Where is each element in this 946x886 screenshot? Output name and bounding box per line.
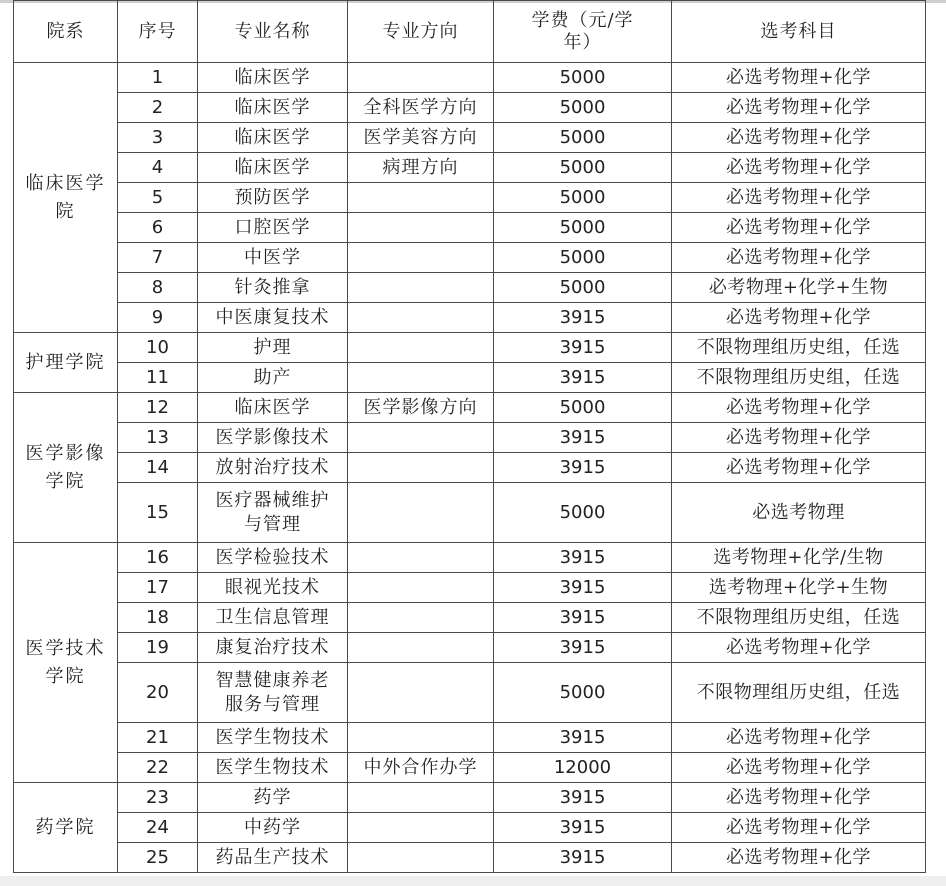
row-number: 17 — [118, 573, 198, 603]
table-row — [14, 333, 926, 363]
major-direction: 全科医学方向 — [348, 93, 494, 123]
major-name: 临床医学 — [198, 153, 348, 183]
major-name: 卫生信息管理 — [198, 603, 348, 633]
tuition-fee: 5000 — [494, 663, 672, 723]
table-row — [14, 63, 926, 93]
major-name: 眼视光技术 — [198, 573, 348, 603]
exam-subjects: 必选考物理+化学 — [672, 753, 926, 783]
major-name: 医学生物技术 — [198, 753, 348, 783]
tuition-fee: 5000 — [494, 93, 672, 123]
tuition-fee: 5000 — [494, 273, 672, 303]
row-number: 6 — [118, 213, 198, 243]
major-direction — [348, 273, 494, 303]
table-row — [14, 663, 926, 723]
row-number: 8 — [118, 273, 198, 303]
exam-subjects: 必选考物理+化学 — [672, 183, 926, 213]
table-row — [14, 273, 926, 303]
row-number: 19 — [118, 633, 198, 663]
row-number: 25 — [118, 843, 198, 873]
major-direction — [348, 213, 494, 243]
table-row — [14, 123, 926, 153]
major-direction — [348, 813, 494, 843]
major-name: 中医康复技术 — [198, 303, 348, 333]
row-number: 18 — [118, 603, 198, 633]
row-number: 12 — [118, 393, 198, 423]
table-row — [14, 603, 926, 633]
row-number: 2 — [118, 93, 198, 123]
row-number: 1 — [118, 63, 198, 93]
header-major: 专业名称 — [198, 1, 348, 63]
exam-subjects: 必选考物理+化学 — [672, 63, 926, 93]
major-direction — [348, 363, 494, 393]
tuition-fee: 3915 — [494, 783, 672, 813]
header-no: 序号 — [118, 1, 198, 63]
tuition-fee: 5000 — [494, 123, 672, 153]
exam-subjects: 必选考物理+化学 — [672, 213, 926, 243]
table-row — [14, 213, 926, 243]
table-row — [14, 543, 926, 573]
exam-subjects: 必选考物理+化学 — [672, 723, 926, 753]
table-row — [14, 423, 926, 453]
row-number: 22 — [118, 753, 198, 783]
row-number: 24 — [118, 813, 198, 843]
majors-table — [13, 0, 926, 873]
table-row — [14, 813, 926, 843]
major-direction — [348, 843, 494, 873]
tuition-fee: 5000 — [494, 393, 672, 423]
tuition-fee: 5000 — [494, 243, 672, 273]
major-name: 医学生物技术 — [198, 723, 348, 753]
major-name: 临床医学 — [198, 63, 348, 93]
header-direction: 专业方向 — [348, 1, 494, 63]
major-name: 医学影像技术 — [198, 423, 348, 453]
table-row — [14, 453, 926, 483]
row-number: 3 — [118, 123, 198, 153]
table-row — [14, 303, 926, 333]
exam-subjects: 必选考物理+化学 — [672, 303, 926, 333]
department-cell: 医学影像学院 — [14, 393, 118, 543]
row-number: 15 — [118, 483, 198, 543]
major-direction — [348, 483, 494, 543]
major-name: 临床医学 — [198, 93, 348, 123]
tuition-fee: 3915 — [494, 633, 672, 663]
table-row — [14, 573, 926, 603]
header-row — [14, 1, 926, 63]
header-dept: 院系 — [14, 1, 118, 63]
exam-subjects: 必选考物理+化学 — [672, 123, 926, 153]
row-number: 10 — [118, 333, 198, 363]
exam-subjects: 不限物理组历史组，任选 — [672, 603, 926, 633]
exam-subjects: 必选考物理+化学 — [672, 783, 926, 813]
exam-subjects: 必选考物理+化学 — [672, 393, 926, 423]
major-direction: 医学影像方向 — [348, 393, 494, 423]
row-number: 20 — [118, 663, 198, 723]
major-direction — [348, 783, 494, 813]
table-row — [14, 393, 926, 423]
major-direction: 医学美容方向 — [348, 123, 494, 153]
major-name: 中药学 — [198, 813, 348, 843]
major-name: 放射治疗技术 — [198, 453, 348, 483]
row-number: 11 — [118, 363, 198, 393]
exam-subjects: 不限物理组历史组，任选 — [672, 333, 926, 363]
department-cell: 医学技术学院 — [14, 543, 118, 783]
major-name: 智慧健康养老服务与管理 — [198, 663, 348, 723]
major-direction — [348, 723, 494, 753]
exam-subjects: 选考物理+化学/生物 — [672, 543, 926, 573]
major-direction — [348, 243, 494, 273]
tuition-fee: 3915 — [494, 453, 672, 483]
row-number: 21 — [118, 723, 198, 753]
exam-subjects: 必选考物理+化学 — [672, 93, 926, 123]
major-name: 医疗器械维护与管理 — [198, 483, 348, 543]
row-number: 9 — [118, 303, 198, 333]
major-name: 医学检验技术 — [198, 543, 348, 573]
major-name: 口腔医学 — [198, 213, 348, 243]
header-subjects: 选考科目 — [672, 1, 926, 63]
major-direction — [348, 303, 494, 333]
major-name: 药学 — [198, 783, 348, 813]
major-direction — [348, 663, 494, 723]
exam-subjects: 必选考物理+化学 — [672, 423, 926, 453]
table-row — [14, 93, 926, 123]
row-number: 13 — [118, 423, 198, 453]
row-number: 7 — [118, 243, 198, 273]
exam-subjects: 必考物理+化学+生物 — [672, 273, 926, 303]
major-direction — [348, 573, 494, 603]
bottom-edge — [0, 876, 946, 886]
major-name: 针灸推拿 — [198, 273, 348, 303]
majors-table-body — [14, 1, 926, 873]
tuition-fee: 5000 — [494, 153, 672, 183]
tuition-fee: 3915 — [494, 723, 672, 753]
tuition-fee: 12000 — [494, 753, 672, 783]
exam-subjects: 必选考物理 — [672, 483, 926, 543]
major-direction — [348, 453, 494, 483]
exam-subjects: 必选考物理+化学 — [672, 813, 926, 843]
exam-subjects: 必选考物理+化学 — [672, 453, 926, 483]
table-row — [14, 363, 926, 393]
major-name: 中医学 — [198, 243, 348, 273]
header-fee: 学费（元/学年） — [494, 1, 672, 63]
tuition-fee: 3915 — [494, 603, 672, 633]
major-direction — [348, 603, 494, 633]
table-row — [14, 153, 926, 183]
exam-subjects: 不限物理组历史组，任选 — [672, 363, 926, 393]
table-row — [14, 243, 926, 273]
major-name: 预防医学 — [198, 183, 348, 213]
major-name: 临床医学 — [198, 393, 348, 423]
department-cell: 护理学院 — [14, 333, 118, 393]
row-number: 4 — [118, 153, 198, 183]
major-direction — [348, 333, 494, 363]
major-direction — [348, 633, 494, 663]
major-name: 护理 — [198, 333, 348, 363]
table-row — [14, 723, 926, 753]
major-direction — [348, 63, 494, 93]
tuition-fee: 3915 — [494, 303, 672, 333]
department-cell: 药学院 — [14, 783, 118, 873]
tuition-fee: 3915 — [494, 843, 672, 873]
major-direction: 中外合作办学 — [348, 753, 494, 783]
major-direction: 病理方向 — [348, 153, 494, 183]
row-number: 23 — [118, 783, 198, 813]
exam-subjects: 不限物理组历史组，任选 — [672, 663, 926, 723]
tuition-fee: 5000 — [494, 483, 672, 543]
exam-subjects: 选考物理+化学+生物 — [672, 573, 926, 603]
major-name: 助产 — [198, 363, 348, 393]
row-number: 5 — [118, 183, 198, 213]
row-number: 14 — [118, 453, 198, 483]
table-row — [14, 183, 926, 213]
tuition-fee: 3915 — [494, 573, 672, 603]
table-row — [14, 633, 926, 663]
major-name: 药品生产技术 — [198, 843, 348, 873]
major-name: 临床医学 — [198, 123, 348, 153]
row-number: 16 — [118, 543, 198, 573]
major-direction — [348, 543, 494, 573]
tuition-fee: 3915 — [494, 333, 672, 363]
tuition-fee: 3915 — [494, 423, 672, 453]
table-row — [14, 843, 926, 873]
tuition-fee: 3915 — [494, 813, 672, 843]
exam-subjects: 必选考物理+化学 — [672, 633, 926, 663]
tuition-fee: 5000 — [494, 183, 672, 213]
major-name: 康复治疗技术 — [198, 633, 348, 663]
tuition-fee: 5000 — [494, 63, 672, 93]
table-row — [14, 783, 926, 813]
tuition-fee: 3915 — [494, 543, 672, 573]
table-row — [14, 483, 926, 543]
exam-subjects: 必选考物理+化学 — [672, 243, 926, 273]
major-direction — [348, 423, 494, 453]
department-cell: 临床医学院 — [14, 63, 118, 333]
major-direction — [348, 183, 494, 213]
tuition-fee: 3915 — [494, 363, 672, 393]
table-row — [14, 753, 926, 783]
exam-subjects: 必选考物理+化学 — [672, 153, 926, 183]
tuition-fee: 5000 — [494, 213, 672, 243]
exam-subjects: 必选考物理+化学 — [672, 843, 926, 873]
